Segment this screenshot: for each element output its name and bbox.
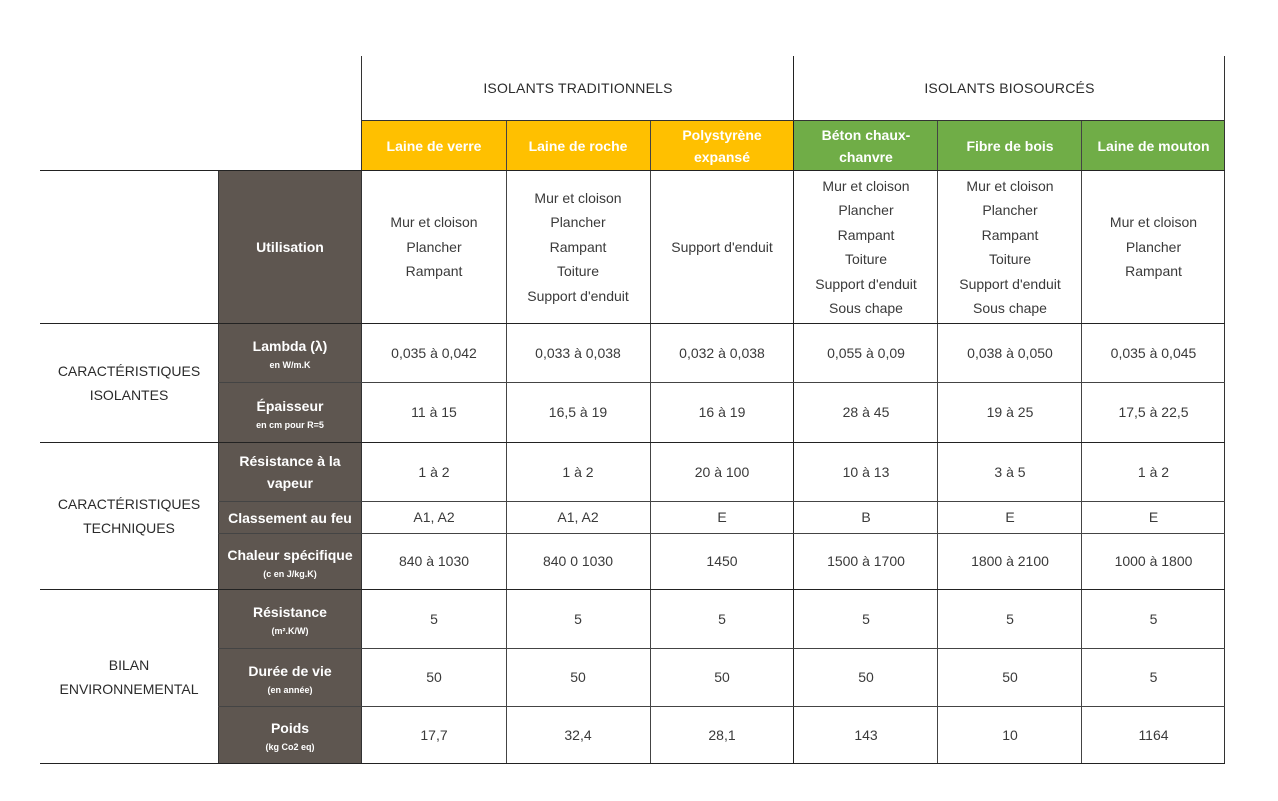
grid-line	[218, 648, 1225, 649]
value-cell: 10 à 13	[842, 463, 890, 480]
material-header-laine-de-verre	[362, 121, 506, 170]
row-label-unit: (c en J/kg.K)	[263, 568, 317, 579]
value-cell: 28,1	[708, 726, 736, 743]
value-cell: 5	[430, 610, 438, 627]
value-cell: 1 à 2	[562, 463, 594, 480]
value-cell: 5	[718, 610, 726, 627]
value-cell: 1450	[706, 553, 738, 570]
value-cell: 50	[1002, 669, 1018, 686]
row-label-lambda	[218, 324, 362, 382]
value-cell: 840 à 1030	[398, 553, 470, 570]
material-header-fibre-de-bois	[938, 121, 1082, 170]
value-cell: 1 à 2	[418, 463, 450, 480]
grid-line	[40, 589, 1225, 590]
grid-line	[218, 382, 1225, 383]
value-cell: Mur et cloison Plancher Rampant Toiture Support d'enduit Sous chape	[815, 177, 917, 316]
value-cell: 143	[854, 726, 878, 743]
row-label-resistance	[218, 590, 362, 648]
value-cell: 0,032 à 0,038	[679, 344, 765, 361]
grid-line	[40, 323, 1225, 324]
row-label-text: Lambda (λ)	[252, 338, 328, 354]
section-label-isolantes	[40, 324, 218, 442]
grid-line	[361, 56, 362, 763]
value-cell: 16,5 à 19	[548, 404, 608, 421]
value-cell: 17,7	[420, 726, 448, 743]
value-cell: Mur et cloison Plancher Rampant Toiture Support d'enduit Sous chape	[959, 177, 1061, 316]
row-label-classement-feu	[218, 502, 362, 533]
value-cell: B	[861, 509, 871, 526]
value-cell: 32,4	[564, 726, 592, 743]
row-label-unit: (en année)	[267, 684, 313, 695]
value-cell: E	[1148, 509, 1159, 526]
grid-line	[1224, 56, 1225, 763]
value-cell: 28 à 45	[842, 404, 890, 421]
material-header-beton-chaux-chanvre	[794, 121, 938, 170]
value-cell: E	[717, 509, 727, 526]
group-header-biosourced-text: ISOLANTS BIOSOURCÉS	[924, 80, 1095, 96]
row-label-unit: en cm pour R=5	[256, 419, 324, 430]
row-label-chaleur-specifique	[218, 534, 362, 589]
value-cell: 0,035 à 0,045	[1110, 344, 1197, 361]
section-label-text: CARACTÉRISTIQUES TECHNIQUES	[57, 496, 201, 536]
material-name: Béton chaux-chanvre	[821, 126, 911, 165]
grid-line	[793, 56, 794, 763]
value-cell: 840 0 1030	[542, 553, 614, 570]
value-cell: Mur et cloison Plancher Rampant Toiture Support d'enduit	[527, 189, 629, 304]
grid-line	[218, 501, 1225, 502]
row-label-text: Poids	[270, 720, 310, 736]
section-label-bilan	[40, 590, 218, 763]
value-cell: 50	[858, 669, 874, 686]
value-cell: 0,035 à 0,042	[391, 344, 477, 361]
grid-line	[40, 442, 1225, 443]
group-header-biosourced	[794, 56, 1225, 120]
grid-line	[362, 120, 1225, 121]
row-label-text: Durée de vie	[248, 662, 332, 679]
grid-line	[40, 170, 1225, 171]
material-header-laine-de-mouton	[1082, 121, 1225, 170]
row-label-unit: (kg Co2 eq)	[265, 742, 315, 752]
material-name: Laine de mouton	[1097, 137, 1210, 154]
value-cell: 1164	[1138, 726, 1169, 743]
material-name: Laine de roche	[528, 137, 628, 154]
value-cell: 0,055 à 0,09	[827, 344, 905, 361]
value-cell: 19 à 25	[986, 404, 1034, 421]
section-label-text: CARACTÉRISTIQUES ISOLANTES	[57, 363, 201, 403]
value-cell: 50	[570, 669, 586, 686]
row-label-text: Résistance	[253, 604, 327, 620]
value-cell: 50	[426, 669, 442, 686]
grid-line	[218, 533, 1225, 534]
row-label-text: Épaisseur	[256, 397, 324, 414]
row-label-text: Classement au feu	[228, 509, 352, 526]
value-cell: 1800 à 2100	[971, 553, 1049, 570]
value-cell: 5	[1149, 669, 1158, 686]
material-header-polystyrene	[650, 121, 794, 170]
value-cell: 5	[1006, 610, 1014, 627]
value-cell: 5	[862, 610, 870, 627]
row-label-epaisseur	[218, 383, 362, 442]
row-label-unit: (m².K/W)	[271, 626, 309, 636]
value-cell: 1500 à 1700	[827, 553, 905, 570]
value-cell: Mur et cloison Plancher Rampant	[1109, 214, 1198, 280]
value-cell: Support d'enduit	[671, 238, 773, 255]
value-cell: 1 à 2	[1137, 463, 1170, 480]
group-header-traditional	[362, 56, 794, 120]
grid-line	[218, 706, 1225, 707]
row-label-utilisation	[218, 171, 362, 323]
grid-line	[40, 763, 1225, 764]
material-name: Laine de verre	[386, 137, 482, 154]
value-cell: 0,038 à 0,050	[967, 344, 1053, 361]
section-label-techniques	[40, 443, 218, 589]
value-cell: 50	[714, 669, 730, 686]
value-cell: 11 à 15	[411, 404, 457, 421]
row-label-unit: en W/m.K	[269, 360, 311, 370]
value-cell: A1, A2	[413, 509, 455, 526]
value-cell: 10	[1002, 726, 1018, 743]
group-header-traditional-text: ISOLANTS TRADITIONNELS	[483, 80, 673, 96]
material-name: Fibre de bois	[966, 137, 1054, 154]
value-cell: 20 à 100	[694, 463, 750, 480]
value-cell: A1, A2	[557, 509, 599, 526]
value-cell: 5	[1149, 610, 1158, 627]
row-label-text: Chaleur spécifique	[227, 546, 353, 563]
material-header-laine-de-roche	[506, 121, 650, 170]
value-cell: E	[1005, 509, 1015, 526]
value-cell: 17,5 à 22,5	[1118, 404, 1189, 421]
row-label-text: Résistance à la vapeur	[239, 453, 341, 491]
material-name: Polystyrène expansé	[682, 126, 762, 165]
row-label-poids	[218, 707, 362, 763]
value-cell: 3 à 5	[994, 463, 1026, 480]
section-label-text: BILAN ENVIRONNEMENTAL	[59, 656, 199, 697]
value-cell: 1000 à 1800	[1114, 553, 1193, 570]
row-label-resistance-vapeur	[218, 443, 362, 501]
value-cell: 5	[574, 610, 582, 627]
value-cell: Mur et cloison Plancher Rampant	[390, 214, 478, 280]
row-label-duree-de-vie	[218, 649, 362, 706]
grid-line	[218, 170, 219, 763]
row-label-text: Utilisation	[256, 239, 324, 255]
value-cell: 16 à 19	[698, 404, 746, 421]
value-cell: 0,033 à 0,038	[535, 344, 621, 361]
